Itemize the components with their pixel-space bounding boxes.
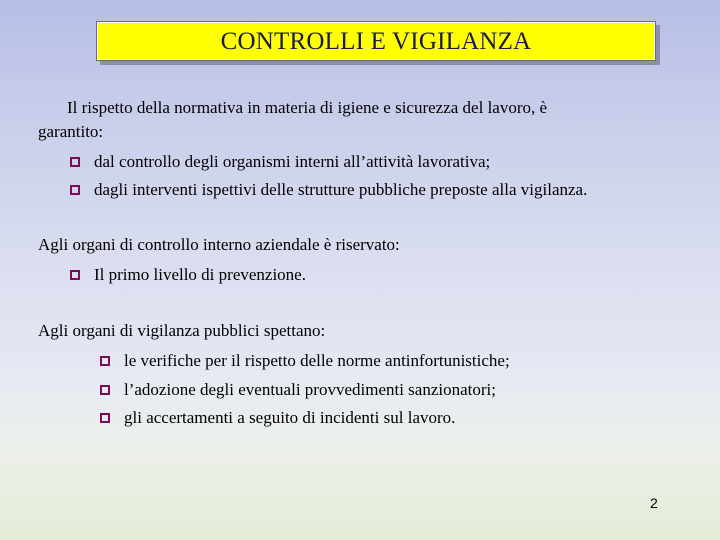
square-bullet-icon	[70, 157, 80, 167]
square-bullet-icon	[100, 413, 110, 423]
intro-bullet-item	[70, 180, 587, 200]
intro-bullet-item	[70, 152, 490, 172]
square-bullet-icon	[70, 270, 80, 280]
intro-bullet-text: dagli interventi ispettivi delle strutture pubbliche preposte alla vigilanza.	[94, 180, 588, 199]
public-bullet-item	[100, 380, 496, 400]
public-bullet-text: l’adozione degli eventuali provvedimenti sanzionatori;	[124, 380, 496, 399]
intro-line-1: Il rispetto della normativa in materia di igiene e sicurezza del lavoro, è	[67, 98, 548, 117]
internal-heading: Agli organi di controllo interno aziendale è riservato:	[38, 235, 400, 254]
square-bullet-icon	[70, 185, 80, 195]
square-bullet-icon	[100, 385, 110, 395]
intro-bullet-text: dal controllo degli organismi interni all’attività lavorativa;	[94, 152, 491, 171]
title-box	[96, 21, 656, 61]
square-bullet-icon	[100, 356, 110, 366]
public-bullet-item	[100, 351, 510, 371]
public-bullet-text: le verifiche per il rispetto delle norme antinfortunistiche;	[124, 351, 510, 370]
internal-bullet-text: Il primo livello di prevenzione.	[94, 265, 306, 284]
public-bullet-text: gli accertamenti a seguito di incidenti sul lavoro.	[124, 408, 456, 427]
internal-bullet-item	[70, 265, 306, 285]
page-number: 2	[650, 495, 658, 511]
slide-title: CONTROLLI E VIGILANZA	[220, 27, 532, 55]
intro-line-2: garantito:	[38, 122, 104, 141]
public-bullet-item	[100, 408, 455, 428]
public-heading: Agli organi di vigilanza pubblici spettano:	[38, 321, 326, 340]
